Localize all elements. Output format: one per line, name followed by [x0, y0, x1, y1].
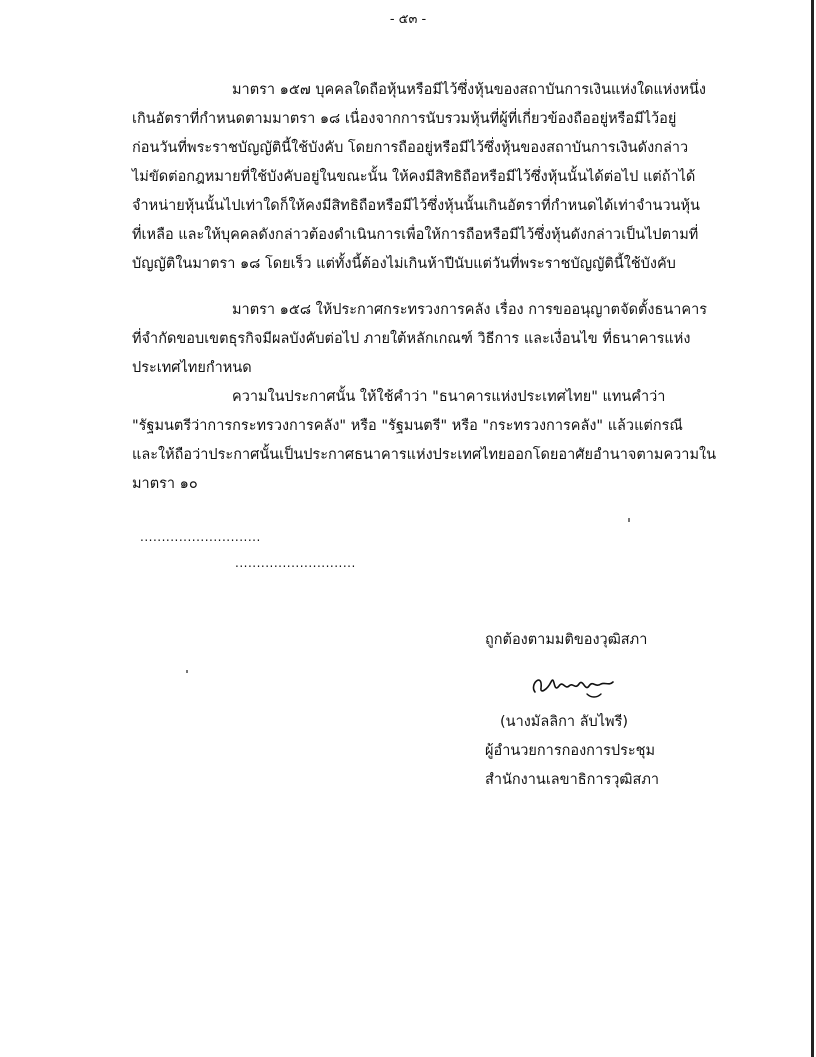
dotted-separator-2: ............................	[235, 556, 356, 570]
signature-image	[525, 664, 625, 704]
section-157-line-5: จำหน่ายหุ้นนั้นไปเท่าใดก็ให้คงมีสิทธิถือหรือมีไว้ซึ่งหุ้นนั้นเกินอัตราที่กำหนดได้เท่าจำนวนหุ้น	[132, 198, 700, 214]
scan-speck	[186, 670, 188, 673]
section-157-line-4: ไม่ขัดต่อกฎหมายที่ใช้บังคับอยู่ในขณะนั้น ให้คงมีสิทธิถือหรือมีไว้ซึ่งหุ้นนั้นได้ต่อไป แต่ถ้าได้	[132, 169, 696, 185]
section-157-line-7: บัญญัติในมาตรา ๑๘ โดยเร็ว แต่ทั้งนี้ต้องไม่เกินห้าปีนับแต่วันที่พระราชบัญญัตินี้ใช้บังคับ	[132, 256, 676, 272]
scan-speck	[628, 518, 630, 522]
section-157-line-6: ที่เหลือ และให้บุคคลดังกล่าวต้องดำเนินการเพื่อให้การถือหรือมีไว้ซึ่งหุ้นดังกล่าวเป็นไปตามที่	[132, 227, 699, 243]
section-158-line-1: มาตรา ๑๕๘ ให้ประกาศกระทรวงการคลัง เรื่อง การขออนุญาตจัดตั้งธนาคาร	[232, 302, 708, 318]
scan-edge-line	[811, 0, 814, 1057]
section-158-line-5: "รัฐมนตรีว่าการกระทรวงการคลัง" หรือ "รัฐมนตรี" หรือ "กระทรวงการคลัง" แล้วแต่กรณี	[132, 418, 683, 434]
section-157-line-2: เกินอัตราที่กำหนดตามมาตรา ๑๘ เนื่องจากการนับรวมหุ้นที่ผู้ที่เกี่ยวข้องถืออยู่หรือมีไว้อยู่	[132, 111, 677, 127]
section-157-line-1: มาตรา ๑๕๗ บุคคลใดถือหุ้นหรือมีไว้ซึ่งหุ้นของสถาบันการเงินแห่งใดแห่งหนึ่ง	[232, 82, 706, 98]
signatory-name: (นางมัลลิกา ลับไพรี)	[500, 714, 629, 730]
section-158-line-2: ที่จำกัดขอบเขตธุรกิจมีผลบังคับต่อไป ภายใต้หลักเกณฑ์ วิธีการ และเงื่อนไข ที่ธนาคารแห่ง	[132, 331, 691, 347]
section-158-line-7: มาตรา ๑๐	[132, 476, 198, 492]
section-158-line-4: ความในประกาศนั้น ให้ใช้คำว่า "ธนาคารแห่งประเทศไทย" แทนคำว่า	[232, 389, 666, 405]
signatory-position: ผู้อำนวยการกองการประชุม	[485, 743, 656, 759]
section-158-line-3: ประเทศไทยกำหนด	[132, 360, 252, 376]
page-number: - ๕๓ -	[389, 12, 427, 27]
dotted-separator-1: ............................	[140, 530, 261, 544]
signatory-office: สำนักงานเลขาธิการวุฒิสภา	[485, 772, 660, 788]
section-158-line-6: และให้ถือว่าประกาศนั้นเป็นประกาศธนาคารแห่งประเทศไทยออกโดยอาศัยอำนาจตามความใน	[132, 447, 717, 463]
certification-line: ถูกต้องตามมติของวุฒิสภา	[485, 632, 648, 648]
section-157-line-3: ก่อนวันที่พระราชบัญญัตินี้ใช้บังคับ โดยการถืออยู่หรือมีไว้ซึ่งหุ้นของสถาบันการเงินดังกล่าว	[132, 140, 689, 156]
